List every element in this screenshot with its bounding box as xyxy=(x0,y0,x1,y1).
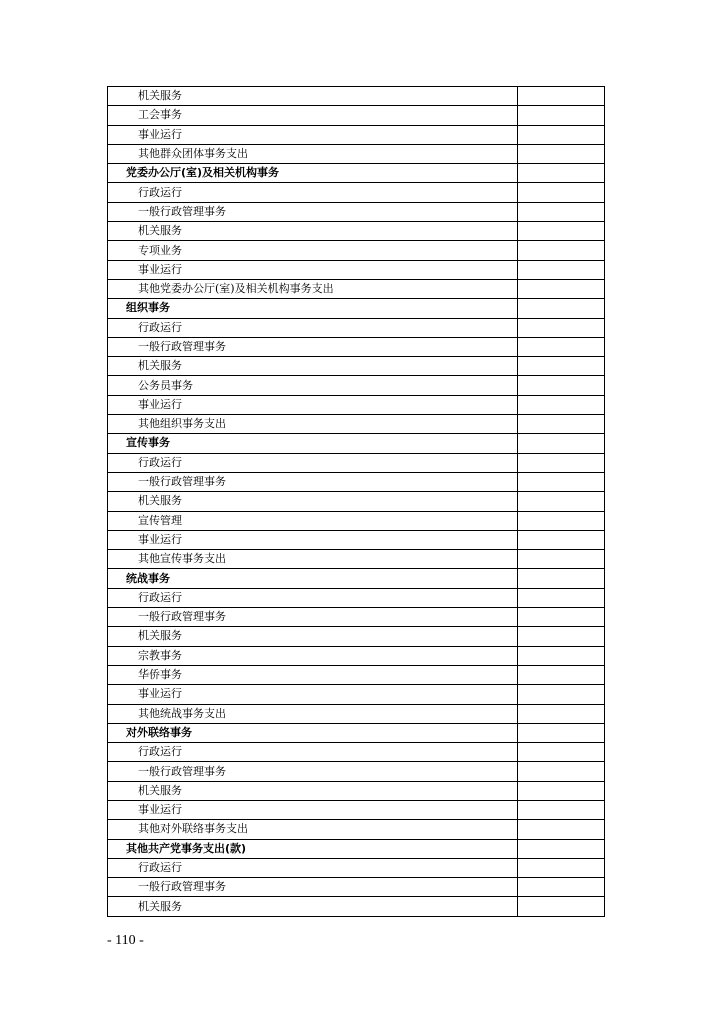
amount-cell xyxy=(518,685,605,704)
item-name-cell: 行政运行 xyxy=(108,453,518,472)
table-row xyxy=(108,415,605,434)
item-name-cell: 一般行政管理事务 xyxy=(108,762,518,781)
item-name-cell: 机关服务 xyxy=(108,222,518,241)
amount-cell xyxy=(518,704,605,723)
amount-cell xyxy=(518,878,605,897)
section-heading-cell: 宣传事务 xyxy=(108,434,518,453)
table-row xyxy=(108,781,605,800)
amount-cell xyxy=(518,665,605,684)
item-name-cell: 事业运行 xyxy=(108,530,518,549)
table-section-row xyxy=(108,839,605,858)
item-name-cell: 机关服务 xyxy=(108,87,518,106)
table-row xyxy=(108,376,605,395)
amount-cell xyxy=(518,897,605,916)
page-number: - 110 - xyxy=(107,933,144,948)
item-name-cell: 机关服务 xyxy=(108,897,518,916)
item-name-cell: 行政运行 xyxy=(108,183,518,202)
table-row xyxy=(108,241,605,260)
amount-cell xyxy=(518,839,605,858)
item-name-cell: 事业运行 xyxy=(108,685,518,704)
table-row xyxy=(108,511,605,530)
item-name-cell: 华侨事务 xyxy=(108,665,518,684)
section-heading-cell: 统战事务 xyxy=(108,569,518,588)
section-heading-cell: 其他共产党事务支出(款) xyxy=(108,839,518,858)
table-row xyxy=(108,125,605,144)
table-row xyxy=(108,820,605,839)
item-name-cell: 机关服务 xyxy=(108,781,518,800)
table-row xyxy=(108,492,605,511)
item-name-cell: 行政运行 xyxy=(108,318,518,337)
item-name-cell: 专项业务 xyxy=(108,241,518,260)
table-row xyxy=(108,472,605,491)
table-section-row xyxy=(108,164,605,183)
table-row xyxy=(108,106,605,125)
table-row xyxy=(108,858,605,877)
budget-table xyxy=(107,86,605,917)
amount-cell xyxy=(518,260,605,279)
item-name-cell: 其他党委办公厅(室)及相关机构事务支出 xyxy=(108,279,518,298)
table-section-row xyxy=(108,569,605,588)
item-name-cell: 行政运行 xyxy=(108,743,518,762)
item-name-cell: 工会事务 xyxy=(108,106,518,125)
amount-cell xyxy=(518,106,605,125)
item-name-cell: 事业运行 xyxy=(108,395,518,414)
amount-cell xyxy=(518,434,605,453)
budget-table-body xyxy=(108,87,605,917)
item-name-cell: 其他群众团体事务支出 xyxy=(108,144,518,163)
amount-cell xyxy=(518,279,605,298)
table-row xyxy=(108,183,605,202)
table-row xyxy=(108,337,605,356)
table-row xyxy=(108,453,605,472)
table-row xyxy=(108,897,605,916)
item-name-cell: 一般行政管理事务 xyxy=(108,337,518,356)
table-row xyxy=(108,202,605,221)
amount-cell xyxy=(518,762,605,781)
table-row xyxy=(108,627,605,646)
amount-cell xyxy=(518,627,605,646)
item-name-cell: 宗教事务 xyxy=(108,646,518,665)
item-name-cell: 事业运行 xyxy=(108,800,518,819)
amount-cell xyxy=(518,144,605,163)
amount-cell xyxy=(518,87,605,106)
item-name-cell: 行政运行 xyxy=(108,858,518,877)
amount-cell xyxy=(518,743,605,762)
amount-cell xyxy=(518,395,605,414)
item-name-cell: 一般行政管理事务 xyxy=(108,878,518,897)
amount-cell xyxy=(518,530,605,549)
item-name-cell: 其他统战事务支出 xyxy=(108,704,518,723)
section-heading-cell: 组织事务 xyxy=(108,299,518,318)
amount-cell xyxy=(518,550,605,569)
item-name-cell: 事业运行 xyxy=(108,260,518,279)
table-section-row xyxy=(108,723,605,742)
amount-cell xyxy=(518,453,605,472)
table-row xyxy=(108,608,605,627)
item-name-cell: 一般行政管理事务 xyxy=(108,472,518,491)
table-row xyxy=(108,530,605,549)
item-name-cell: 其他对外联络事务支出 xyxy=(108,820,518,839)
table-row xyxy=(108,665,605,684)
table-row xyxy=(108,588,605,607)
amount-cell xyxy=(518,125,605,144)
table-row xyxy=(108,144,605,163)
amount-cell xyxy=(518,183,605,202)
amount-cell xyxy=(518,569,605,588)
amount-cell xyxy=(518,164,605,183)
amount-cell xyxy=(518,646,605,665)
table-row xyxy=(108,279,605,298)
table-section-row xyxy=(108,299,605,318)
table-row xyxy=(108,318,605,337)
item-name-cell: 公务员事务 xyxy=(108,376,518,395)
table-row xyxy=(108,704,605,723)
amount-cell xyxy=(518,415,605,434)
amount-cell xyxy=(518,800,605,819)
table-row xyxy=(108,800,605,819)
item-name-cell: 其他组织事务支出 xyxy=(108,415,518,434)
table-row xyxy=(108,743,605,762)
section-heading-cell: 党委办公厅(室)及相关机构事务 xyxy=(108,164,518,183)
table-section-row xyxy=(108,434,605,453)
table-row xyxy=(108,646,605,665)
amount-cell xyxy=(518,472,605,491)
amount-cell xyxy=(518,241,605,260)
item-name-cell: 机关服务 xyxy=(108,357,518,376)
table-row xyxy=(108,87,605,106)
amount-cell xyxy=(518,357,605,376)
amount-cell xyxy=(518,608,605,627)
item-name-cell: 机关服务 xyxy=(108,627,518,646)
item-name-cell: 行政运行 xyxy=(108,588,518,607)
table-row xyxy=(108,357,605,376)
amount-cell xyxy=(518,318,605,337)
item-name-cell: 其他宣传事务支出 xyxy=(108,550,518,569)
amount-cell xyxy=(518,337,605,356)
amount-cell xyxy=(518,723,605,742)
item-name-cell: 一般行政管理事务 xyxy=(108,608,518,627)
amount-cell xyxy=(518,492,605,511)
item-name-cell: 一般行政管理事务 xyxy=(108,202,518,221)
section-heading-cell: 对外联络事务 xyxy=(108,723,518,742)
amount-cell xyxy=(518,376,605,395)
amount-cell xyxy=(518,222,605,241)
table-row xyxy=(108,260,605,279)
amount-cell xyxy=(518,820,605,839)
amount-cell xyxy=(518,781,605,800)
table-row xyxy=(108,395,605,414)
table-row xyxy=(108,222,605,241)
amount-cell xyxy=(518,202,605,221)
item-name-cell: 宣传管理 xyxy=(108,511,518,530)
amount-cell xyxy=(518,858,605,877)
table-row xyxy=(108,685,605,704)
table-row xyxy=(108,550,605,569)
table-row xyxy=(108,878,605,897)
item-name-cell: 机关服务 xyxy=(108,492,518,511)
item-name-cell: 事业运行 xyxy=(108,125,518,144)
amount-cell xyxy=(518,299,605,318)
amount-cell xyxy=(518,588,605,607)
table-row xyxy=(108,762,605,781)
amount-cell xyxy=(518,511,605,530)
